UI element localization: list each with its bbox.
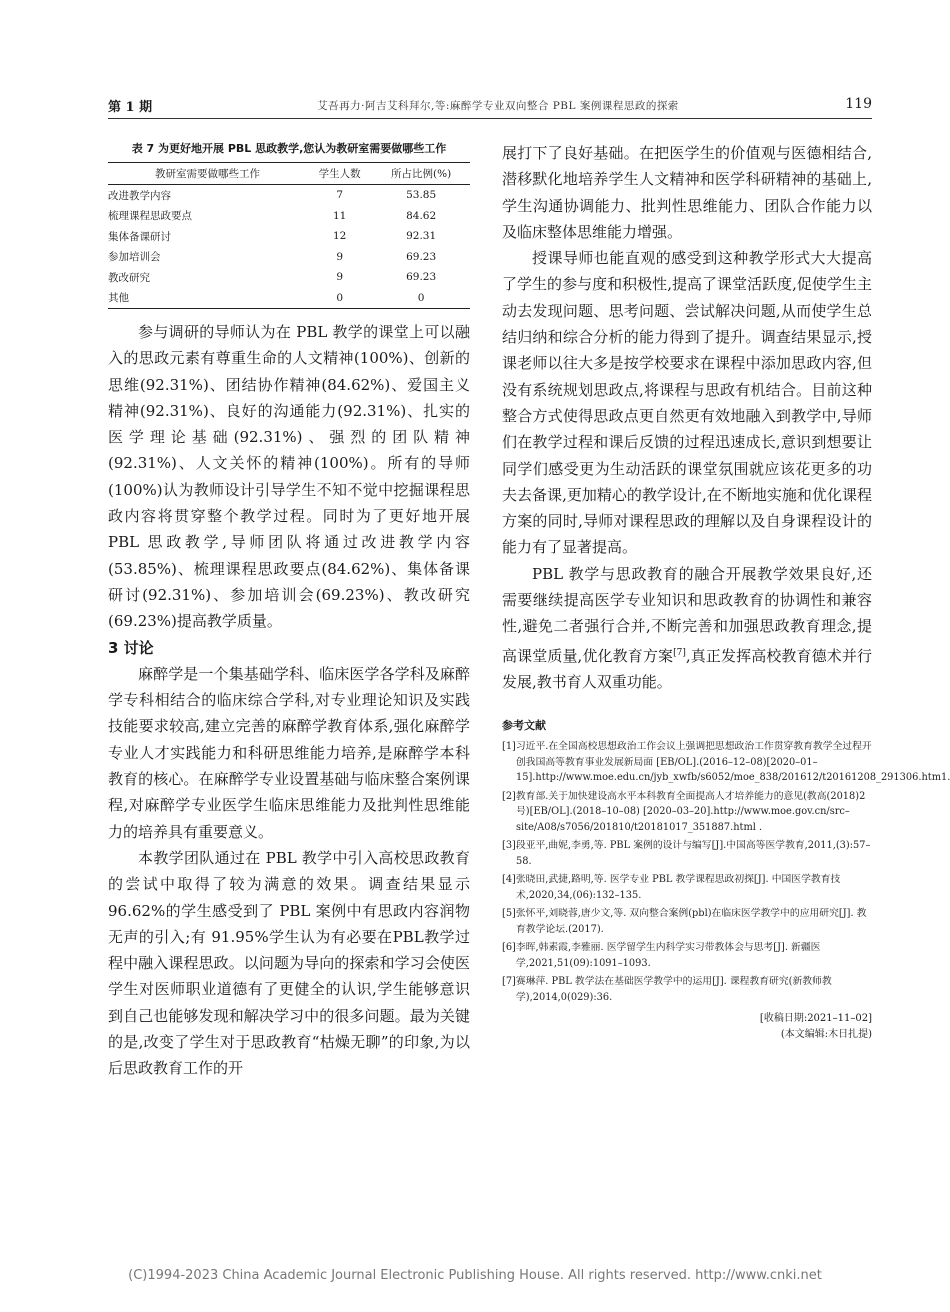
- reference-item: [5]张怀平,刘晓蓉,唐少文,等. 双向整合案例(pbl)在临床医学教学中的应用研究[J]. 教育教学论坛.(2017).: [502, 908, 867, 935]
- running-header: [108, 96, 872, 119]
- reference-item: [3]段亚平,曲妮,李勇,等. PBL 案例的设计与编写[J].中国高等医学教育,2011,(3):57–58.: [502, 840, 871, 867]
- table-cell: 9: [336, 271, 344, 284]
- table-cell: 教改研究: [108, 271, 150, 284]
- table-cell: 69.23: [406, 250, 437, 263]
- reference-item: [7]赛琳萍. PBL 教学法在基础医学教学中的运用[J]. 课程教育研究(新教师教学),2014,0(029):36.: [502, 976, 832, 1003]
- table-cell: 改进教学内容: [108, 189, 171, 202]
- survey-table: [108, 162, 470, 309]
- paragraph-text: ,真正发挥高校教育德术并行发展,教书育人双重功能。: [502, 646, 872, 691]
- table-row: [108, 185, 470, 206]
- page-number: 119: [845, 96, 872, 112]
- issue-label: 第 1 期: [108, 100, 153, 115]
- table-row: [108, 226, 470, 247]
- table-cell: 12: [332, 230, 347, 243]
- table-cell: 69.23: [406, 271, 437, 284]
- table-cell: 53.85: [406, 189, 437, 202]
- table-cell: 9: [336, 250, 344, 263]
- table-cell: 11: [332, 209, 347, 222]
- reference-item: [6]李晖,韩素霞,李雅丽. 医学留学生内科学实习带教体会与思考[J]. 新疆医学,2021,51(09):1091–1093.: [502, 942, 821, 969]
- table-cell: 集体备课研讨: [108, 230, 171, 243]
- right-column: [502, 140, 950, 1043]
- paragraph-text: PBL 教学与思政教育的融合开展教学效果良好,还需要继续提高医学专业知识和思政教育的协调性和兼容性,避免二者强行合并,不断完善和加强思政教育理念,提高课堂质量,优化教育方案: [502, 564, 872, 665]
- table-cell: 其他: [108, 288, 307, 309]
- table-cell: 84.62: [406, 209, 437, 222]
- reference-item: [4]张晓田,武捷,路明,等. 医学专业 PBL 教学课程思政初探[J]. 中国医学教育技术,2020,34,(06):132–135.: [502, 874, 841, 901]
- editor-note: (本文编辑:木日扎提): [780, 1029, 872, 1041]
- copyright-footer: (C)1994-2023 China Academic Journal Electronic Publishing House. All rights reserved. http://www.cnki.net: [128, 1268, 822, 1283]
- column-header: 学生人数: [307, 163, 372, 185]
- reference-item: [1]习近平.在全国高校思想政治工作会议上强调把思想政治工作贯穿教育教学全过程开创我国高等教育事业发展新局面 [EB/OL].(2016–12–08)[2020–01–15].http://www.moe.edu.cn/jyb_xwfb/s6052/moe_838/201612/t20161208_291306.htm1.: [502, 741, 950, 784]
- table-row: [108, 247, 470, 268]
- table-caption: 表 7 为更好地开展 PBL 思政教学,您认为教研室需要做哪些工作: [131, 142, 447, 155]
- column-header: 教研室需要做哪些工作: [108, 163, 307, 185]
- table-cell: 参加培训会: [108, 251, 161, 264]
- table-row: [108, 206, 470, 227]
- table-cell: 0: [372, 288, 470, 309]
- body-paragraph: 授课导师也能直观的感受到这种教学形式大大提高了学生的参与度和积极性,提高了课堂活跃度,促使学生主动去发现问题、思考问题、尝试解决问题,从而使学生总结归纳和综合分析的能力得到了提升。调查结果显示,授课老师以往大多是按学校要求在课程中添加思政内容,但没有系统规划思政点,将课程与思政有机结合。目前这种整合方式使得思政点更自然更有效地融入到教学中,导师们在教学过程和课后反馈的过程迅速成长,意识到想要让同学们感受更为生动活跃的课堂氛围就应该花更多的功夫去备课,更加精心的教学设计,在不断地实施和优化课程方案的同时,导师对课程思政的理解以及自身课程设计的能力有了显著提高。: [502, 249, 872, 557]
- table-header-row: [108, 163, 470, 185]
- citation-mark: [7]: [673, 647, 686, 658]
- left-column: [108, 140, 470, 1082]
- table-cell: 7: [336, 189, 344, 202]
- table-cell: 92.31: [406, 230, 437, 243]
- table-row: [108, 267, 470, 288]
- running-title: 艾吾再力·阿吉艾科拜尔,等:麻醉学专业双向整合 PBL 案例课程思政的探索: [317, 100, 679, 112]
- table-row: [108, 288, 470, 309]
- table-cell: 梳理课程思政要点: [108, 210, 192, 223]
- column-header: 所占比例(%): [372, 163, 470, 185]
- body-paragraph: 麻醉学是一个集基础学科、临床医学各学科及麻醉学专科相结合的临床综合学科,对专业理论知识及实践技能要求较高,建立完善的麻醉学教育体系,强化麻醉学专业人才实践能力和科研思维能力培养,是麻醉学本科教育的核心。在麻醉学专业设置基础与临床整合案例课程,对麻醉学专业医学生临床思维能力及批判性思维能力的培养具有重要意义。: [108, 664, 470, 841]
- body-paragraph: 参与调研的导师认为在 PBL 教学的课堂上可以融入的思政元素有尊重生命的人文精神(100%)、创新的思维(92.31%)、团结协作精神(84.62%)、爱国主义精神(92.31%)、良好的沟通能力(92.31%)、扎实的医学理论基础(92.31%)、强烈的团队精神(92.31%)、人文关怀的精神(100%)。所有的导师(100%)认为教师设计引导学生不知不觉中挖掘课程思政内容将贯穿整个教学过程。同时为了更好地开展 PBL 思政教学,导师团队将通过改进教学内容(53.85%)、梳理课程思政要点(84.62%)、集体备课研讨(92.31%)、参加培训会(69.23%)、教改研究(69.23%)提高教学质量。: [108, 323, 470, 631]
- received-date: [收稿日期:2021–11–02]: [759, 1013, 872, 1025]
- body-paragraph: 本教学团队通过在 PBL 教学中引入高校思政教育的尝试中取得了较为满意的效果。调查结果显示 96.62%的学生感受到了 PBL 案例中有思政内容润物无声的引入;有 91.95%学生认为有必要在PBL教学过程中融入课程思政。以问题为导向的探索和学习会使医学生对医师职业道德有了更健全的认识,学生能够意识到自己也能够发现和解决学习中的很多问题。最为关键的是,改变了学生对于思政教育“枯燥无聊”的印象,为以后思政教育工作的开: [108, 848, 470, 1078]
- body-paragraph: [502, 561, 872, 695]
- references-heading: 参考文献: [502, 719, 546, 733]
- section-heading: 3 讨论: [108, 638, 154, 657]
- reference-item: [2]教育部.关于加快建设高水平本科教育全面提高人才培养能力的意见(教高(2018)2 号)[EB/OL].(2018–10–08) [2020–03–20].http://www.moe.gov.cn/src–site/A08/s7056/201810/t20181017_351887.html .: [502, 790, 866, 833]
- body-paragraph-continued: 展打下了良好基础。在把医学生的价值观与医德相结合,潜移默化地培养学生人文精神和医学科研精神的基础上,学生沟通协调能力、批判性思维能力、团队合作能力以及临床整体思维能力增强。: [502, 144, 872, 241]
- table-cell: 0: [307, 288, 372, 309]
